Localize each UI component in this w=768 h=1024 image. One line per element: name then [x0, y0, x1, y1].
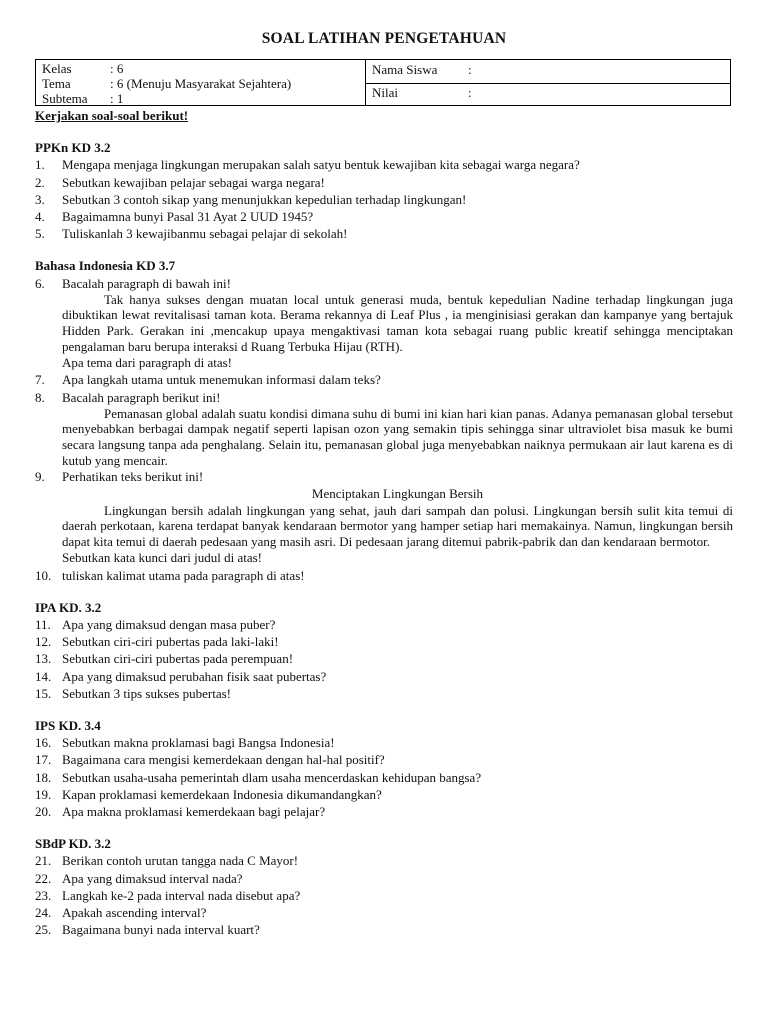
- question-item: 14. Apa yang dimaksud perubahan fisik saat pubertas?: [35, 668, 327, 684]
- question-item: 24. Apakah ascending interval?: [35, 905, 207, 921]
- nilai-field[interactable]: [366, 83, 730, 105]
- question-item: 1. Mengapa menjaga lingkungan merupakan salah satyu bentuk kewajiban kita sebagai warga negara?: [35, 157, 580, 173]
- class-info-cell: [36, 60, 366, 105]
- reading-paragraph: Tak hanya sukses dengan muatan local untuk generasi muda, bentuk kepedulian Nadine terhadap lingkungan juga dibuktikan lewat revitalisasi taman kota. Berama rekannya di Leaf Plus , ia menginisiasi gerakan dan kampanye yang bertajuk Hidden Park. Gerakan ini ,mencakup upaya mengaktivasi taman kota sebagai ruang public kreatif sehingga menciptakan pengalaman baru berupa interaksi d Ruang Terbuka Hijau (RTH).: [62, 291, 733, 354]
- question-item: 6. Bacalah paragraph di bawah ini!: [35, 275, 231, 291]
- instruction-text: Kerjakan soal-soal berikut!: [35, 108, 189, 123]
- question-item: 12. Sebutkan ciri-ciri pubertas pada laki-laki!: [35, 634, 279, 650]
- page-title: SOAL LATIHAN PENGETAHUAN: [261, 30, 507, 47]
- question-item: 16. Sebutkan makna proklamasi bagi Bangsa Indonesia!: [35, 735, 335, 751]
- subtema-row: [42, 91, 365, 106]
- question-item: 22. Apa yang dimaksud interval nada?: [35, 870, 243, 886]
- question-prompt: Sebutkan kata kunci dari judul di atas!: [62, 550, 263, 566]
- student-info-cell: [366, 60, 730, 105]
- question-list: [35, 734, 733, 820]
- reading-paragraph: Lingkungan bersih adalah lingkungan yang sehat, jauh dari sampah dan polusi. Lingkungan bersih sulit kita temui di daerah perkotaan, karena terdapat banyak kendaraan bermotor yang hamper setiap hari memakainya. Namun, lingkungan bersih dapat kita temui di daerah pedesaan yang masih asri. Di pedesaan jarang ditemui pabrik-pabrik dan dan kendaraan bermotor.: [62, 502, 733, 549]
- nilai-label: Nilai: [372, 85, 398, 100]
- section-title: Bahasa Indonesia KD 3.7: [35, 258, 176, 274]
- section-title: PPKn KD 3.2: [35, 140, 111, 156]
- question-item: 5. Tuliskanlah 3 kewajibanmu sebagai pelajar di sekolah!: [35, 226, 348, 242]
- question-item: 23. Langkah ke-2 pada interval nada disebut apa?: [35, 887, 301, 903]
- question-item: 11. Apa yang dimaksud dengan masa puber?: [35, 616, 276, 632]
- nama-siswa-value: :: [468, 62, 472, 77]
- student-identity-table: [35, 59, 731, 106]
- tema-label: Tema: [42, 76, 71, 91]
- subtema-label: Subtema: [42, 91, 88, 106]
- kelas-label: Kelas: [42, 61, 72, 76]
- question-item: 20. Apa makna proklamasi kemerdekaan bagi pelajar?: [35, 804, 326, 820]
- question-list: [35, 852, 733, 938]
- section-title: SBdP KD. 3.2: [35, 836, 111, 852]
- question-list: [35, 616, 733, 702]
- nama-siswa-field[interactable]: [366, 60, 730, 84]
- section-title: IPA KD. 3.2: [35, 599, 102, 615]
- tema-row: [42, 76, 365, 91]
- question-item: 17. Bagaimana cara mengisi kemerdekaan dengan hal-hal positif?: [35, 752, 385, 768]
- question-prompt: Apa tema dari paragraph di atas!: [62, 355, 233, 371]
- question-item: 25. Bagaimana bunyi nada interval kuart?: [35, 922, 260, 938]
- question-item: 7. Apa langkah utama untuk menemukan informasi dalam teks?: [35, 372, 381, 388]
- section-title: IPS KD. 3.4: [35, 718, 101, 733]
- question-item: 4. Bagaimamna bunyi Pasal 31 Ayat 2 UUD 1945?: [35, 209, 314, 225]
- question-item: 10. tuliskan kalimat utama pada paragraph di atas!: [35, 567, 305, 583]
- worksheet-body: [35, 107, 733, 938]
- question-item: 21. Berikan contoh urutan tangga nada C Mayor!: [35, 853, 299, 869]
- question-item: 8. Bacalah paragraph berikut ini!: [35, 389, 221, 405]
- question-item: 2. Sebutkan kewajiban pelajar sebagai warga negara!: [35, 174, 325, 190]
- nilai-value: :: [468, 85, 472, 100]
- reading-paragraph: Pemanasan global adalah suatu kondisi dimana suhu di bumi ini kian hari kian panas. Adanya pemanasan global tersebut menyebabkan berbagai dampak negatif seperti lapisan ozon yang semakin tipis sehingga sinar ultraviolet bisa masuk ke bumi secara langsung tanpa ada penghalang. Selain itu, pemanasan global juga menyebabkan naiknya permukaan air laut karena es di kutub yang mencair.: [62, 405, 733, 468]
- question-list: [35, 156, 733, 242]
- question-item: 15. Sebutkan 3 tips sukses pubertas!: [35, 685, 231, 701]
- tema-value: : 6 (Menuju Masyarakat Sejahtera): [110, 76, 292, 91]
- nama-siswa-label: Nama Siswa: [372, 62, 438, 77]
- reading-title: Menciptakan Lingkungan Bersih: [311, 486, 484, 502]
- question-item: 19. Kapan proklamasi kemerdekaan Indonesia dikumandangkan?: [35, 786, 382, 802]
- question-item: 9. Perhatikan teks berikut ini!: [35, 469, 204, 485]
- kelas-value: : 6: [110, 61, 124, 76]
- question-item: 13. Sebutkan ciri-ciri pubertas pada perempuan!: [35, 651, 294, 667]
- kelas-row: [42, 61, 365, 76]
- question-item: 18. Sebutkan usaha-usaha pemerintah dlam usaha mencerdaskan kehidupan bangsa?: [35, 769, 482, 785]
- subtema-value: : 1: [110, 91, 124, 106]
- question-item: 3. Sebutkan 3 contoh sikap yang menunjukkan kepedulian terhadap lingkungan!: [35, 191, 467, 207]
